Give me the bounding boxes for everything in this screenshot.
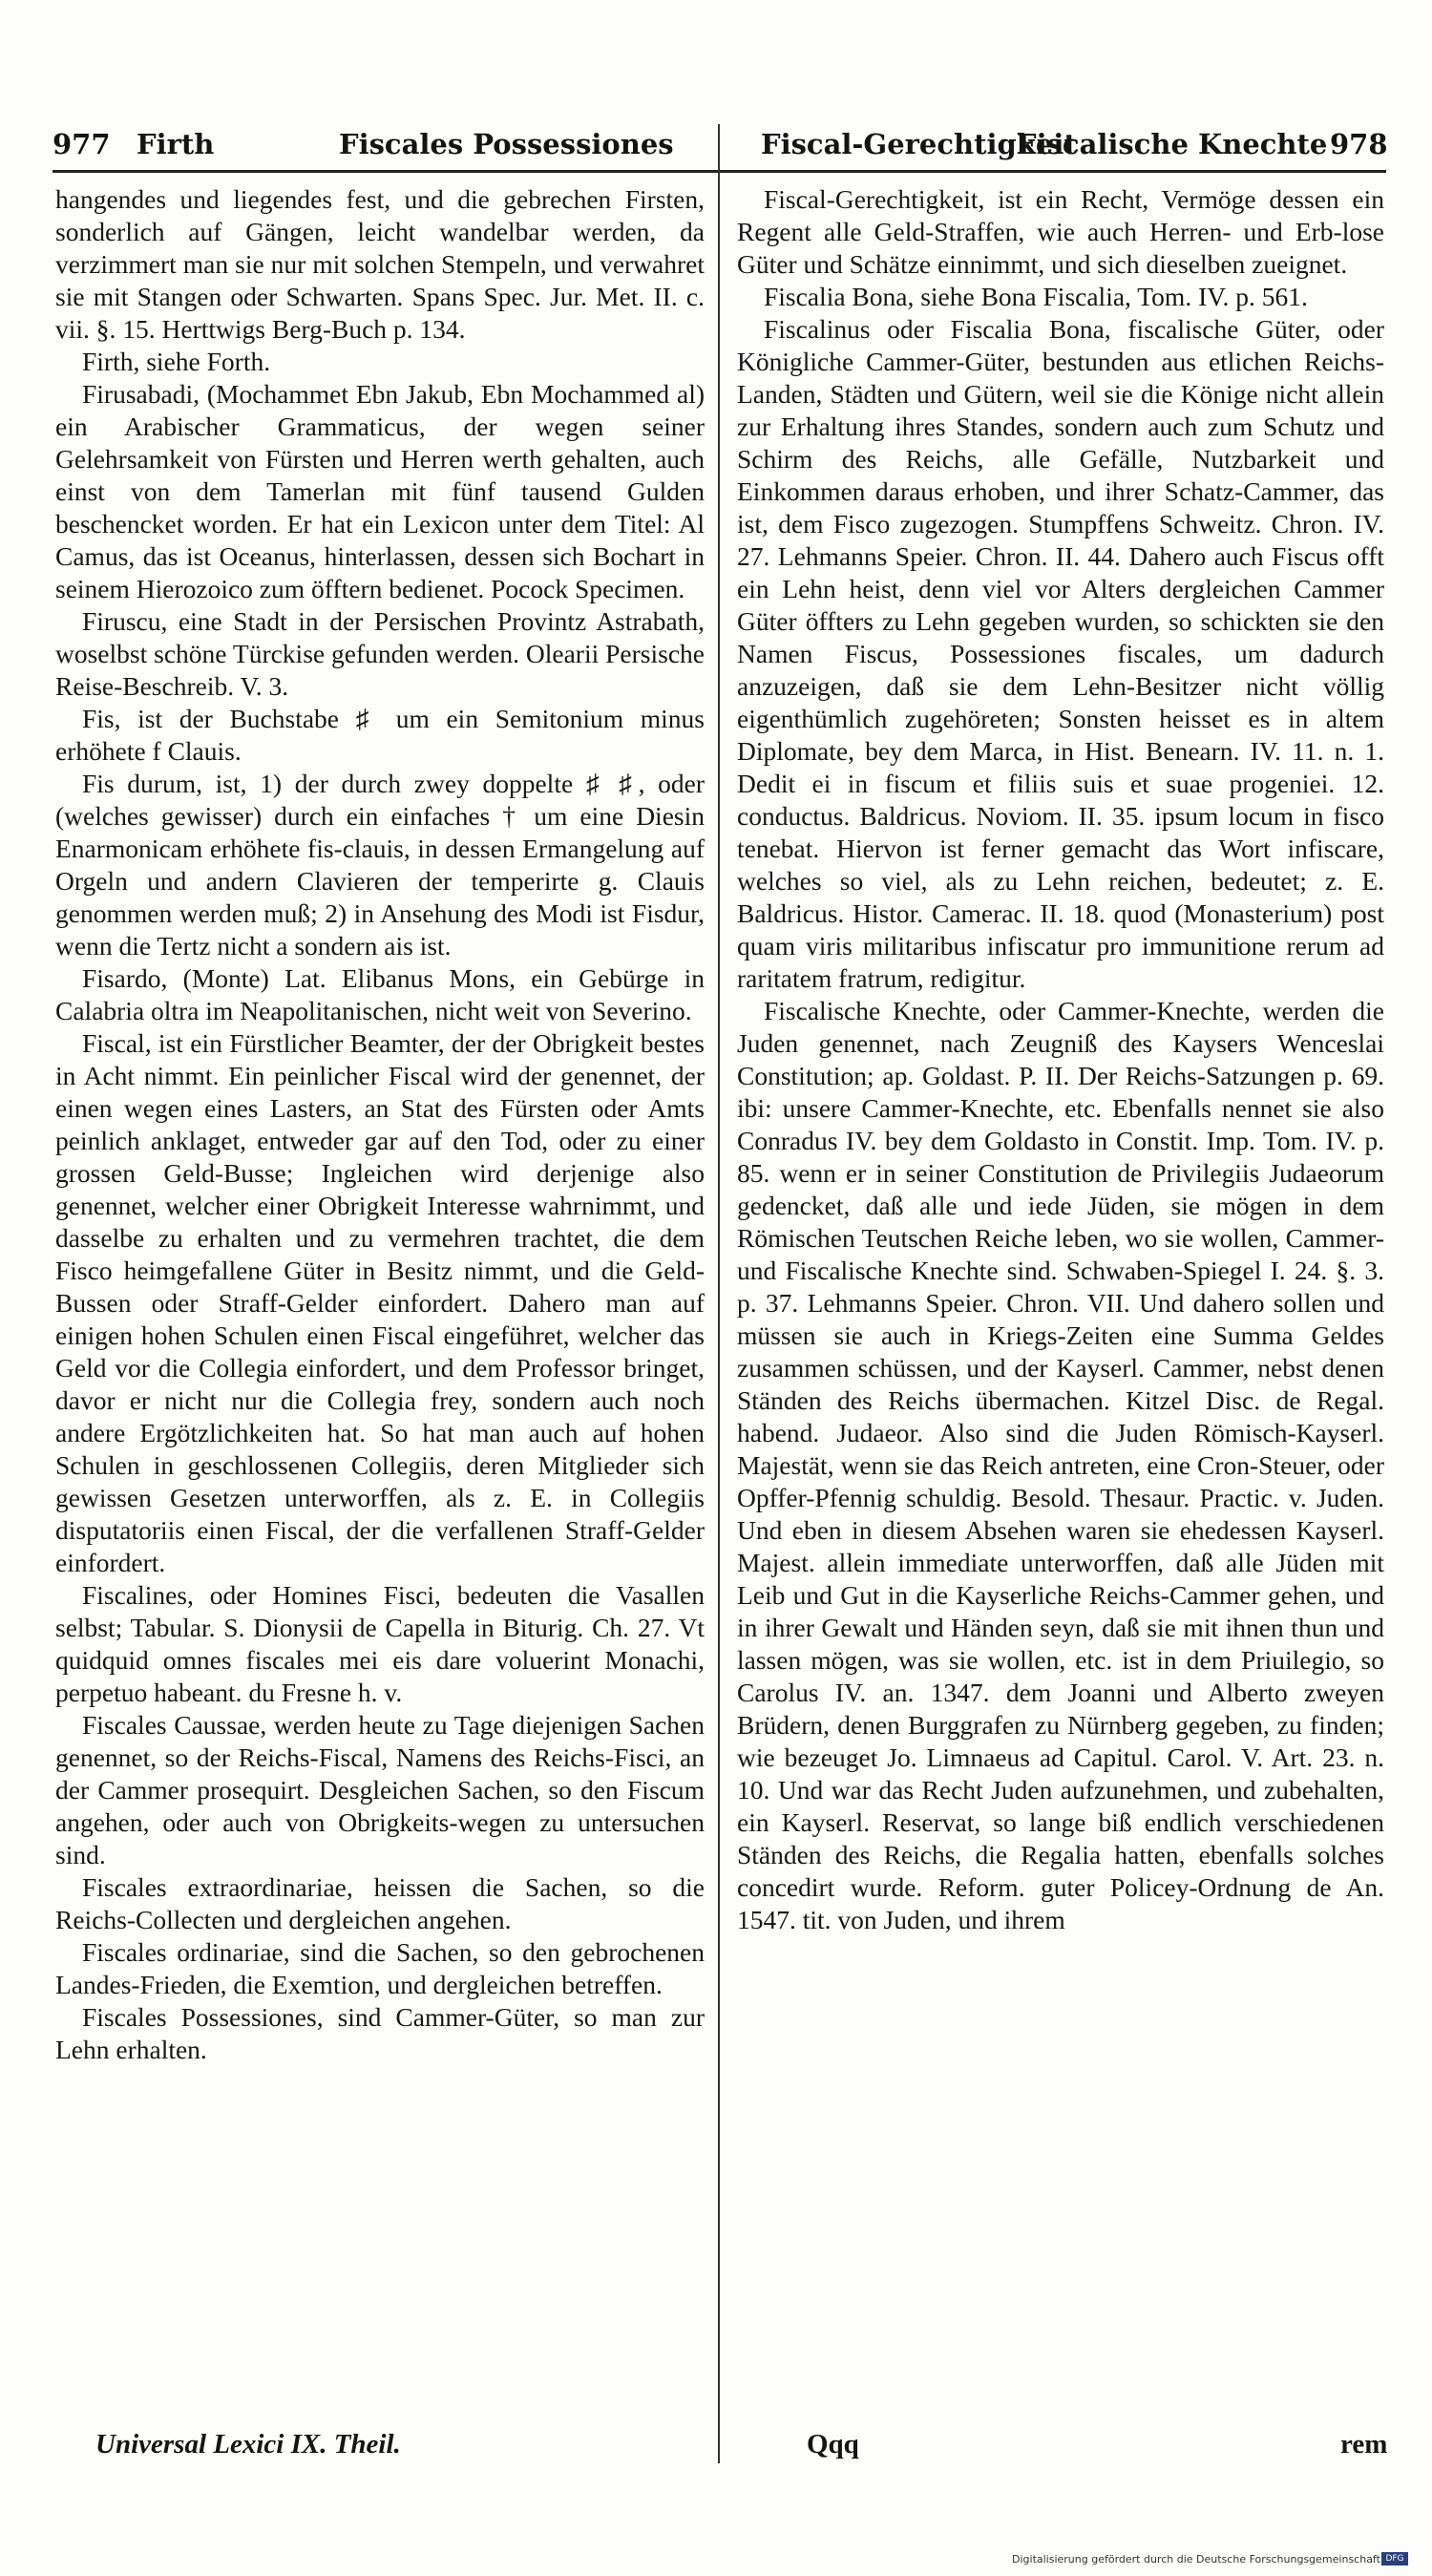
left-column xyxy=(55,183,705,2066)
right-column xyxy=(737,183,1384,1936)
entry-fiscalische-knechte: Fiscalische Knechte, oder Cammer-Knechte, werden die Juden genennet, nach Zeugniß des Kaysers Wenceslai Constitution; ap. Goldast. P. II. Der Reichs-Satzungen p. 69. ibi: unsere Cammer-Knechte, etc. Ebenfalls nennet sie also Conradus IV. bey dem Goldasto in Constit. Imp. Tom. IV. p. 85. wenn er in seiner Constitution de Privilegiis Judaeorum gedencket, daß alle und iede Jüden, sie mögen in dem Römischen Teutschen Reiche leben, wo sie wollen, Cammer- und Fiscalische Knechte sind. Schwaben-Spiegel I. 24. §. 3. p. 37. Lehmanns Speier. Chron. VII. Und dahero sollen und müssen sie auch in Kriegs-Zeiten eine Summa Geldes zusammen schüssen, und der Kayserl. Cammer, nebst denen Ständen des Reichs übermachen. Kitzel Disc. de Regal. habend. Judaeor. Also sind die Juden Römisch-Kayserl. Majestät, wenn sie das Reich antreten, eine Cron-Steuer, oder Opffer-Pfennig schuldig. Besold. Thesaur. Practic. v. Juden. Und eben in diesem Absehen waren sie ehedessen Kayserl. Majest. allein immediate unterworffen, daß alle Jüden mit Leib und Gut in die Kayserliche Reichs-Cammer gehen, und in ihrer Gewalt und Händen seyn, daß sie mit ihnen thun und lassen mögen, was sie wollen, etc. ist in dem Priuilegio, so Carolus IV. an. 1347. dem Joanni und Alberto zweyen Brüdern, denen Burggrafen zu Nürnberg gegeben, zu finden; wie bezeuget Jo. Limnaeus ad Capitul. Carol. V. Art. 23. n. 10. Und war das Recht Juden aufzunehmen, und zubehalten, ein Kayserl. Reservat, so lange biß endlich verschiedenen Ständen des Reichs, die Regalia hatten, ebenfalls solches concedirt wurde. Reform. guter Policey-Ordnung de An. 1547. tit. von Juden, und ihrem xyxy=(737,996,1384,1934)
entry-fiscalines: Fiscalines, oder Homines Fisci, bedeuten die Vasallen selbst; Tabular. S. Dionysii de Capella in Biturig. Ch. 27. Vt quidquid omnes fiscales mei eis dare voluerint Monachi, perpetuo habeant. du Fresne h. v. xyxy=(55,1580,705,1707)
header-title-right-2: Fiscalische Knechte xyxy=(1017,128,1328,160)
entry-fis-durum: Fis durum, ist, 1) der durch zwey doppelte ♯ ♯, oder (welches gewisser) durch ein einfaches † um eine Diesin Enarmonicam erhöhete fis-clauis, in dessen Ermangelung auf Orgeln und andern Clavieren der temperirte g. Clauis genommen werden muß; 2) in Ansehung des Modi ist Fisdur, wenn die Tertz nicht a sondern ais ist. xyxy=(55,769,705,961)
digitization-credit: Digitalisierung gefördert durch die Deutsche Forschungsgemeinschaft xyxy=(1012,2553,1380,2565)
entry-firusabadi: Firusabadi, (Mochammet Ebn Jakub, Ebn Mochammed al) ein Arabischer Grammaticus, der wegen seiner Gelehrsamkeit von Fürsten und Herren werth gehalten, auch einst von dem Tamerlan mit fünf tausend Gulden beschencket worden. Er hat ein Lexicon unter dem Titel: Al Camus, das ist Oceanus, hinterlassen, dessen sich Bochart in seinem Hierozoico zum öfftern bedienet. Pocock Specimen. xyxy=(55,379,705,603)
header-title-left: Fiscales Possessiones xyxy=(339,128,674,160)
page-number-right: 978 xyxy=(1330,128,1388,160)
footer-catchword: rem xyxy=(1340,2429,1388,2460)
header-title-right-1: Fiscal-Gerechtigkeit xyxy=(761,128,1077,160)
column-divider xyxy=(718,124,720,2463)
dfg-logo: DFG xyxy=(1381,2552,1408,2565)
entry-firuscu: Firuscu, eine Stadt in der Persischen Provintz Astrabath, woselbst schöne Türckise gefunden werden. Olearii Persische Reise-Beschreib. V. 3. xyxy=(55,606,705,701)
entry-fiscales-caussae: Fiscales Caussae, werden heute zu Tage diejenigen Sachen genennet, so der Reichs-Fiscal, Namens des Reichs-Fisci, an der Cammer prosequirt. Desgleichen Sachen, so den Fiscum angehen, oder auch von Obrigkeits-wegen zu untersuchen sind. xyxy=(55,1710,705,1869)
entry-fiscalinus: Fiscalinus oder Fiscalia Bona, fiscalische Güter, oder Königliche Cammer-Güter, bestunden aus etlichen Reichs-Landen, Städten und Gütern, weil sie die Könige nicht allein zur Erhaltung ihres Standes, sondern auch zum Schutz und Schirm des Reichs, alle Gefälle, Nutzbarkeit und Einkommen daraus erhoben, und ihrer Schatz-Cammer, das ist, dem Fisco zugezogen. Stumpffens Schweitz. Chron. IV. 27. Lehmanns Speier. Chron. II. 44. Dahero auch Fiscus offt ein Lehn heist, denn viel vor Alters dergleichen Cammer Güter öffters zu Lehn gegeben wurden, so schickten sie den Namen Fiscus, Possessiones fiscales, um dadurch anzuzeigen, daß sie dem Lehn-Besitzer nicht völlig eigenthümlich zugehöreten; Sonsten heisset es in altem Diplomate, bey dem Marca, in Hist. Benearn. IV. 11. n. 1. Dedit ei in fiscum et filiis suis et suae progeniei. 12. conductus. Baldricus. Noviom. II. 35. ipsum locum in fisco tenebat. Hiervon ist ferner gemacht das Wort infiscare, welches so viel, als zu Lehn reichen, bedeutet; z. E. Baldricus. Histor. Camerac. II. 18. quod (Monasterium) post quam viris militaribus infiscatur pro immunitione rerum ad raritatem fratrum, redigitur. xyxy=(737,314,1384,993)
page-number-left: 977 xyxy=(53,128,111,160)
entry-fiscalia-bona: Fiscalia Bona, siehe Bona Fiscalia, Tom. IV. p. 561. xyxy=(764,282,1308,311)
entry-continuation: hangendes und liegendes fest, und die gebrechen Firsten, sonderlich auf Gängen, leicht wandelbar werden, da verzimmert man sie nur mit solchen Stempeln, und verwahret sie mit Stangen oder Schwarten. Spans Spec. Jur. Met. II. c. vii. §. 15. Herttwigs Berg-Buch p. 134. xyxy=(55,184,705,344)
entry-fiscal-gerechtigkeit: Fiscal-Gerechtigkeit, ist ein Recht, Vermöge dessen ein Regent alle Geld-Straffen, wie auch Herren- und Erb-lose Güter und Schätze einnimmt, und sich dieselben zueignet. xyxy=(737,184,1384,279)
entry-fiscales-ordinariae: Fiscales ordinariae, sind die Sachen, so den gebrochenen Landes-Frieden, die Exemtion, und dergleichen betreffen. xyxy=(55,1937,705,1999)
entry-firth: Firth, siehe Forth. xyxy=(82,347,271,376)
entry-fiscales-possessiones: Fiscales Possessiones, sind Cammer-Güter, so man zur Lehn erhalten. xyxy=(55,2002,705,2064)
entry-fiscales-extraordinariae: Fiscales extraordinariae, heissen die Sachen, so die Reichs-Collecten und dergleichen angehen. xyxy=(55,1872,705,1934)
footer-signature-mark: Qqq xyxy=(807,2429,859,2460)
entry-fisardo: Fisardo, (Monte) Lat. Elibanus Mons, ein Gebürge in Calabria oltra im Neapolitanischen, nicht weit von Severino. xyxy=(55,963,705,1025)
footer-volume: Universal Lexici IX. Theil. xyxy=(95,2429,401,2460)
header-catchword-left: Firth xyxy=(137,128,215,160)
entry-fis: Fis, ist der Buchstabe ♯ um ein Semitonium minus erhöhete f Clauis. xyxy=(55,704,705,766)
entry-fiscal: Fiscal, ist ein Fürstlicher Beamter, der der Obrigkeit bestes in Acht nimmt. Ein peinlicher Fiscal wird der genennet, der einen wegen eines Lasters, an Stat des Fürsten oder Amts peinlich anklaget, entweder gar auf den Tod, oder zu einer grossen Geld-Busse; Ingleichen wird derjenige also genennet, welcher einer Obrigkeit Interesse wahrnimmt, und dasselbe zu erhalten und zu vermehren trachtet, die dem Fisco heimgefallene Güter in Besitz nimmt, und die Geld-Bussen oder Straff-Gelder einfordert. Dahero man auf einigen hohen Schulen einen Fiscal eingeführet, welcher das Geld vor die Collegia einfordert, und dem Professor bringet, davor er nicht nur die Collegia frey, sondern auch noch andere Ergötzlichkeiten hat. So hat man auch auf hohen Schulen in geschlossenen Collegiis, deren Mitglieder sich gewissen Gesetzen unterworffen, als z. E. in Collegiis disputatoriis einen Fiscal, der die verfallenen Straff-Gelder einfordert. xyxy=(55,1028,705,1577)
